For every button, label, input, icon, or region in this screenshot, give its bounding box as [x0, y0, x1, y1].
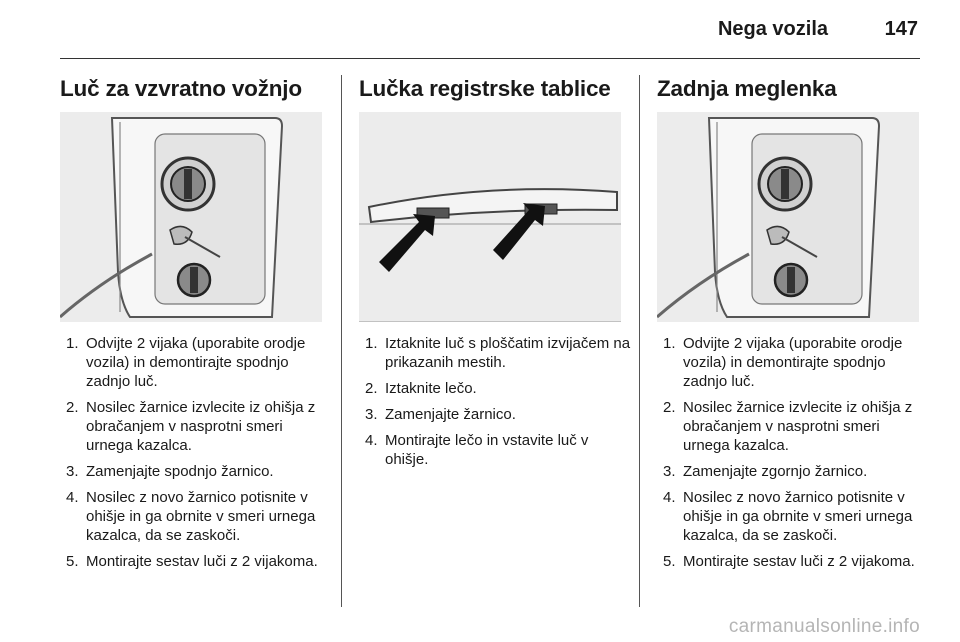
column-divider — [639, 75, 640, 607]
watermark: carmanualsonline.info — [728, 616, 920, 637]
column-divider — [341, 75, 342, 607]
page-number: 147 — [884, 18, 918, 40]
column-title: Lučka registrske tablice — [359, 76, 611, 101]
list-item: 2. Iztaknite lečo. — [365, 380, 477, 397]
list-item: 4. Nosilec z novo žarnico potisnite v ohišje in ga obrnite v smeri urnega kazalca, da se zaskoči. — [66, 489, 316, 544]
column-licence-plate-light — [359, 76, 631, 468]
list-item: 5. Montirajte sestav luči z 2 vijakoma. — [66, 553, 318, 570]
page-header — [60, 0, 920, 60]
list-item: 1. Iztaknite luč s ploščatim izvijačem na prikazanih mestih. — [365, 335, 631, 371]
figure-rear-lamp-bulb-holders — [657, 112, 919, 322]
steps-list — [359, 334, 631, 476]
list-item: 4. Nosilec z novo žarnico potisnite v ohišje in ga obrnite v smeri urnega kazalca, da se zaskoči. — [663, 489, 913, 544]
list-item: 2. Nosilec žarnice izvlecite iz ohišja z obračanjem v nasprotni smeri urnega kazalca. — [663, 399, 913, 454]
figure-rear-lamp-bulb-holders — [60, 112, 322, 322]
list-item: 5. Montirajte sestav luči z 2 vijakoma. — [663, 553, 915, 570]
list-item: 4. Montirajte lečo in vstavite luč v ohišje. — [365, 432, 589, 468]
list-item: 2. Nosilec žarnice izvlecite iz ohišja z obračanjem v nasprotni smeri urnega kazalca. — [66, 399, 316, 454]
column-title: Luč za vzvratno vožnjo — [60, 76, 302, 101]
list-item: 3. Zamenjajte spodnjo žarnico. — [66, 463, 274, 480]
list-item: 3. Zamenjajte zgornjo žarnico. — [663, 463, 868, 480]
figure-licence-plate-light — [359, 112, 621, 322]
list-item: 1. Odvijte 2 vijaka (uporabite orodje vozila) in demontirajte spodnjo zadnjo luč. — [66, 335, 306, 390]
column-title: Zadnja meglenka — [657, 76, 837, 101]
list-item: 3. Zamenjajte žarnico. — [365, 406, 516, 423]
header-rule — [60, 58, 920, 59]
list-item: 1. Odvijte 2 vijaka (uporabite orodje vozila) in demontirajte spodnjo zadnjo luč. — [663, 335, 903, 390]
steps-list — [60, 334, 328, 578]
column-rear-fog-light — [657, 76, 925, 570]
steps-list — [657, 334, 925, 578]
column-reversing-light — [60, 76, 328, 570]
section-title: Nega vozila — [717, 18, 828, 40]
